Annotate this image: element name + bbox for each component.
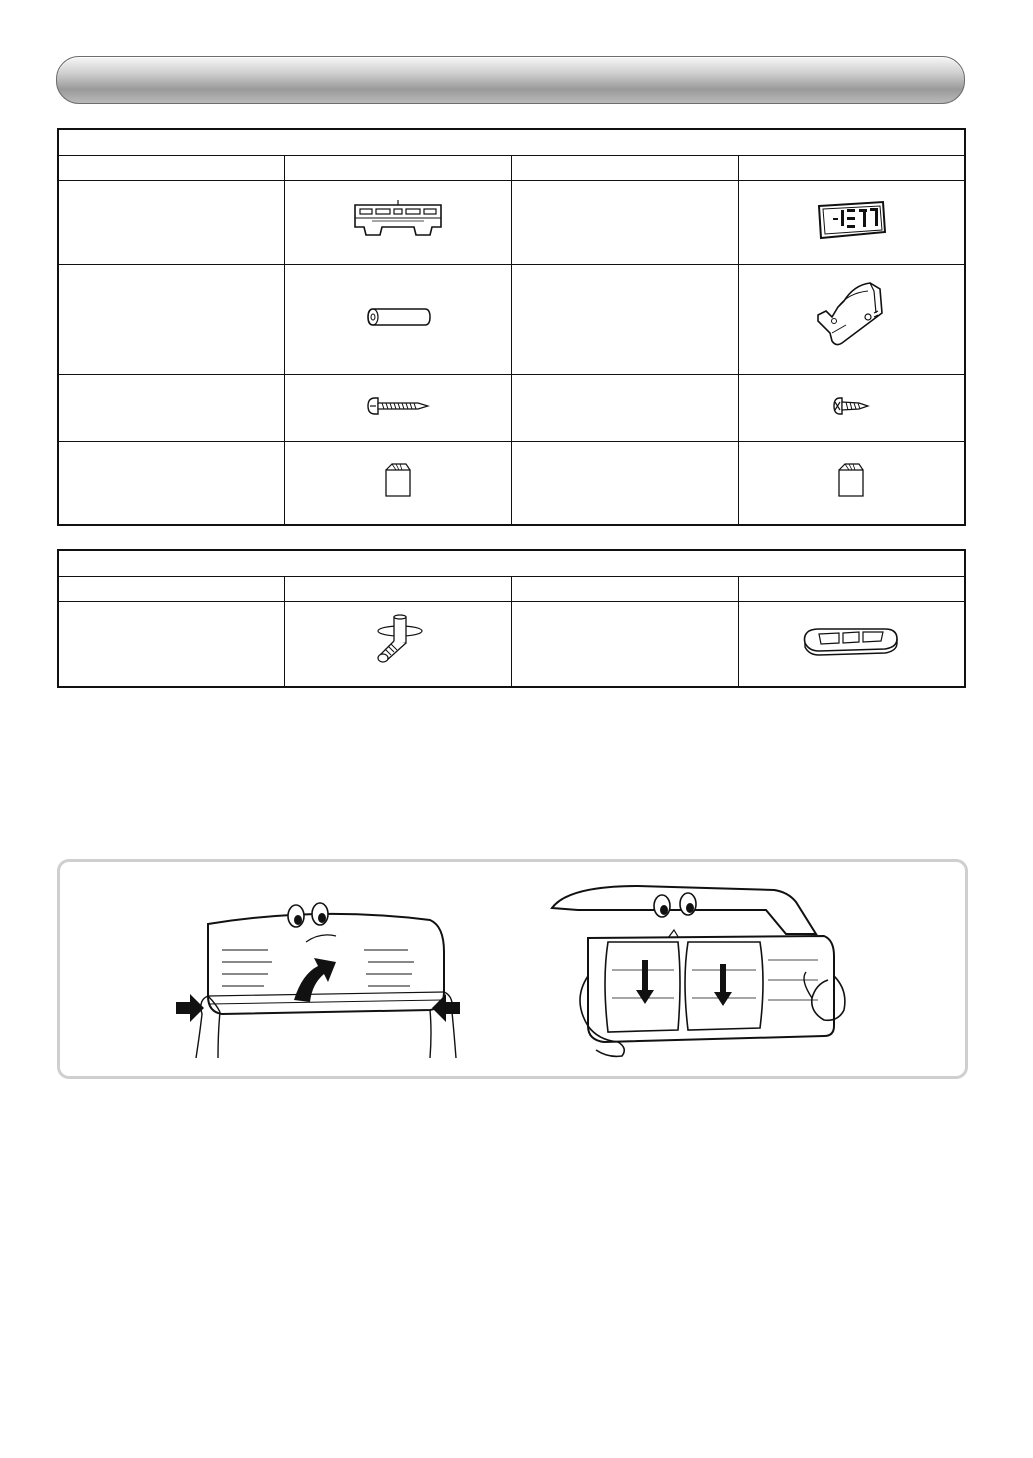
owners-manual-icon: [380, 462, 416, 498]
table-caption: [58, 129, 965, 156]
section-title-bar: [56, 56, 965, 104]
table-row: [58, 375, 965, 442]
table-row: [58, 265, 965, 375]
header-part-no: [512, 156, 739, 181]
table-row: [58, 602, 965, 687]
installation-plate-icon: [352, 199, 444, 241]
installation-manual-icon: [833, 462, 869, 498]
table-row: [58, 181, 965, 265]
drain-nipple-icon: [368, 613, 428, 669]
battery-icon: [363, 306, 433, 328]
header-part-name: [285, 156, 512, 181]
air-filter-removal-illustration: [548, 880, 848, 1060]
header-part-no: [58, 156, 285, 181]
table-caption: [58, 550, 965, 577]
front-panel-lift-illustration: [168, 892, 468, 1060]
wireless-remote-controller-icon: [813, 198, 889, 242]
header-part-name: [738, 156, 965, 181]
header-part-no: [58, 577, 285, 602]
header-part-name: [738, 577, 965, 602]
optional-parts-table: [57, 549, 966, 688]
table-row: [58, 442, 965, 525]
header-part-no: [512, 577, 739, 602]
remote-controller-holder-icon: [808, 277, 894, 357]
filter-removal-panel: [57, 859, 968, 1079]
mounting-screw-icon: [366, 397, 430, 415]
accessory-parts-table: [57, 128, 966, 526]
flat-head-wood-screw-icon: [831, 396, 871, 416]
header-part-name: [285, 577, 512, 602]
water-proof-cap-icon: [799, 621, 903, 661]
